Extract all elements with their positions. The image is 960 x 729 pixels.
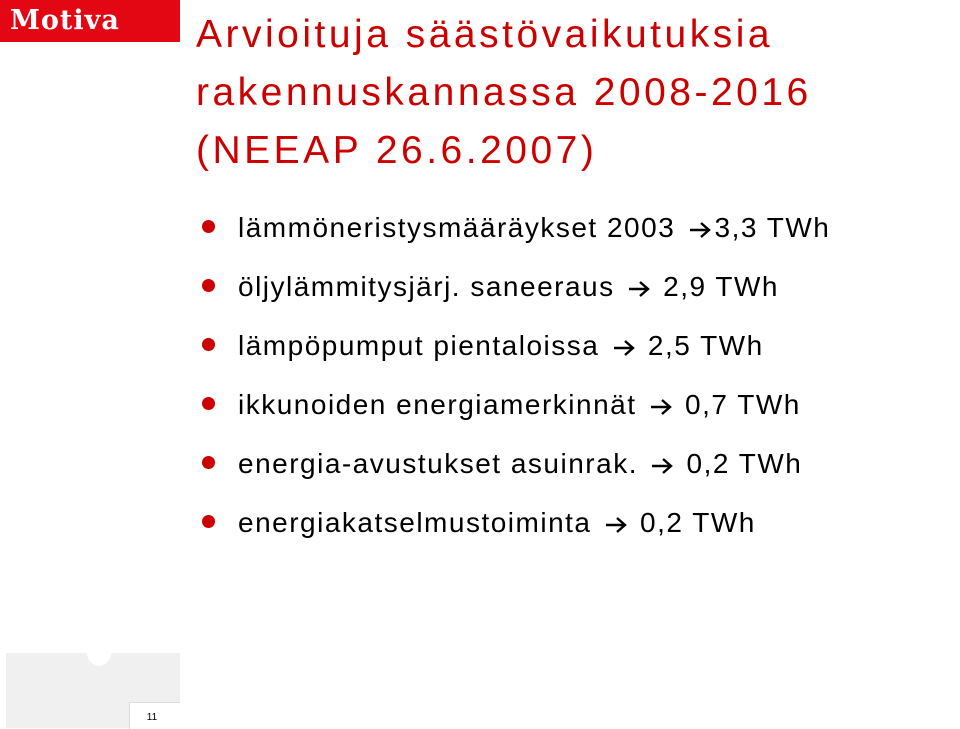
item-text: öljylämmitysjärj. saneeraus [238,271,624,302]
item-value: 3,3 TWh [714,212,831,243]
motiva-logo [0,0,180,42]
bullet-dot-icon [202,220,215,233]
page-number-box [129,702,180,729]
list-item [196,493,958,552]
slide-title [196,6,956,180]
logo-text: Motiva [10,5,120,36]
right-arrow-icon [613,339,635,357]
list-item [196,316,958,375]
title-line-1: Arvioituja säästövaikutuksia [196,13,774,56]
right-arrow-icon [628,280,650,298]
right-arrow-icon [605,516,627,534]
list-item [196,375,958,434]
list-item [196,434,958,493]
bullet-dot-icon [202,338,215,351]
right-arrow-icon [689,221,711,239]
item-value: 2,5 TWh [638,330,764,361]
list-item [196,198,958,257]
footer-notch [86,631,112,666]
list-item [196,257,958,316]
item-text: ikkunoiden energiamerkinnät [238,389,646,420]
item-value: 2,9 TWh [653,271,779,302]
page-number: 11 [146,712,158,723]
bullet-dot-icon [202,397,215,410]
right-arrow-icon [650,398,672,416]
item-value: 0,7 TWh [675,389,801,420]
bullet-dot-icon [202,515,215,528]
item-value: 0,2 TWh [630,507,756,538]
title-line-2: rakennuskannassa 2008-2016 [196,71,812,114]
bullet-dot-icon [202,279,215,292]
item-text: lämmöneristysmääräykset 2003 [238,212,685,243]
title-line-3: (NEEAP 26.6.2007) [196,129,598,172]
item-text: energia-avustukset asuinrak. [238,448,648,479]
item-value: 0,2 TWh [677,448,803,479]
right-arrow-icon [651,457,673,475]
savings-list [196,198,958,552]
item-text: lämpöpumput pientaloissa [238,330,609,361]
bullet-dot-icon [202,456,215,469]
item-text: energiakatselmustoiminta [238,507,601,538]
